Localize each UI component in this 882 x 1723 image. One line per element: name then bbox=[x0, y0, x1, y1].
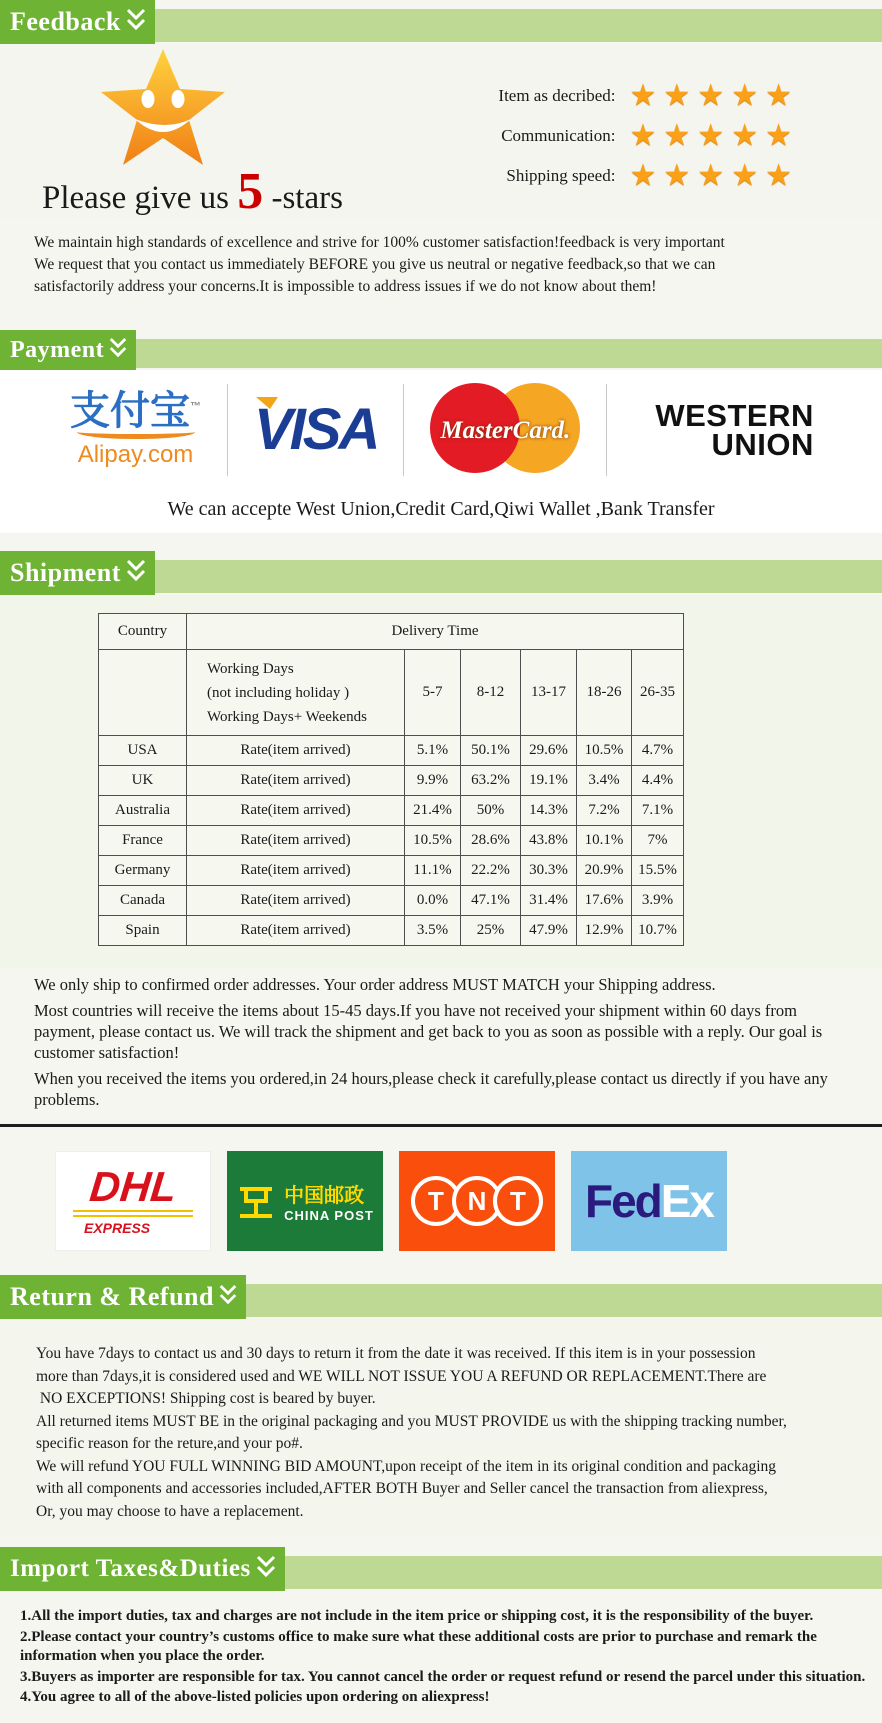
rate-label-cell: Rate(item arrived) bbox=[187, 766, 405, 796]
feedback-content bbox=[0, 44, 882, 218]
import-taxes-list bbox=[0, 1591, 882, 1708]
rate-value-cell: 3.5% bbox=[405, 916, 461, 946]
mastercard-wordmark: MasterCard. bbox=[440, 417, 571, 444]
rate-value-cell: 25% bbox=[461, 916, 521, 946]
double-chevron-down-icon bbox=[125, 8, 147, 41]
return-line: We will refund YOU FULL WINNING BID AMOUNT,upon receipt of the item in its original condition and packaging bbox=[36, 1457, 777, 1475]
rate-value-cell: 47.9% bbox=[521, 916, 577, 946]
star-icon: ★ bbox=[697, 78, 725, 112]
china-post-logo bbox=[227, 1151, 383, 1251]
import-item: 4.You agree to all of the above-listed policies upon ordering on aliexpress! bbox=[20, 1689, 490, 1705]
country-cell: France bbox=[99, 826, 187, 856]
rate-value-cell: 21.4% bbox=[405, 796, 461, 826]
time-range-cell: 26-35 bbox=[632, 650, 684, 736]
shipping-paragraph: When you received the items you ordered,in 24 hours,please check it carefully,please contact us directly if you have any problems. bbox=[34, 1069, 828, 1109]
double-chevron-down-icon bbox=[218, 1284, 238, 1315]
star-icon: ★ bbox=[765, 118, 792, 152]
return-line: You have 7days to contact us and 30 days to return it from the date it was received. If this item is in your possession bbox=[36, 1345, 756, 1362]
star-icon: ★ bbox=[629, 158, 657, 192]
star-icon: ★ bbox=[663, 158, 691, 192]
delivery-table-band bbox=[0, 595, 882, 968]
paragraph-line: We maintain high standards of excellence and strive for 100% customer satisfaction!feedback is very important bbox=[34, 234, 725, 251]
mastercard-logo bbox=[404, 382, 606, 478]
return-refund-header-label: Return & Refund bbox=[10, 1282, 214, 1311]
rate-label-cell: Rate(item arrived) bbox=[187, 736, 405, 766]
star-icon: ★ bbox=[697, 158, 725, 192]
feedback-header-banner bbox=[0, 0, 155, 44]
rating-row bbox=[406, 120, 792, 151]
country-row bbox=[99, 736, 684, 766]
table-subheader-row bbox=[99, 650, 684, 736]
return-refund-header-banner bbox=[0, 1275, 246, 1319]
rate-value-cell: 31.4% bbox=[521, 886, 577, 916]
rating-label: Shipping speed: bbox=[506, 165, 616, 185]
star-icon: ★ bbox=[731, 78, 759, 112]
delivery-table-body bbox=[99, 614, 684, 946]
import-taxes-section-header bbox=[0, 1547, 882, 1591]
double-chevron-down-icon bbox=[125, 559, 147, 592]
import-item: 3.Buyers as importer are responsible for tax. You cannot cancel the order or request refund or resend the parcel under this situation. bbox=[20, 1668, 866, 1685]
rate-value-cell: 7.1% bbox=[632, 796, 684, 826]
rate-value-cell: 3.4% bbox=[577, 766, 632, 796]
rate-value-cell: 12.9% bbox=[577, 916, 632, 946]
table-header-row bbox=[99, 614, 684, 650]
country-cell: USA bbox=[99, 736, 187, 766]
rating-rows bbox=[406, 44, 882, 218]
desc-line: Working Days+ Weekends bbox=[207, 708, 367, 725]
return-refund-paragraph bbox=[0, 1319, 882, 1537]
rate-value-cell: 3.9% bbox=[632, 886, 684, 916]
alipay-chinese-text: 支付宝 bbox=[70, 389, 190, 433]
country-cell: Canada bbox=[99, 886, 187, 916]
rating-stars bbox=[629, 158, 792, 192]
country-cell: UK bbox=[99, 766, 187, 796]
caption-number: 5 bbox=[237, 163, 264, 220]
double-chevron-down-icon bbox=[255, 1555, 277, 1588]
country-row bbox=[99, 916, 684, 946]
country-row bbox=[99, 886, 684, 916]
return-line: Or, you may choose to have a replacement. bbox=[36, 1502, 304, 1520]
empty-cell bbox=[99, 650, 187, 736]
rating-label: Item as decribed: bbox=[498, 85, 616, 105]
country-row bbox=[99, 766, 684, 796]
rate-label-cell: Rate(item arrived) bbox=[187, 916, 405, 946]
rate-value-cell: 17.6% bbox=[577, 886, 632, 916]
rate-label-cell: Rate(item arrived) bbox=[187, 796, 405, 826]
rating-stars bbox=[629, 78, 792, 112]
star-icon: ★ bbox=[629, 118, 657, 152]
rate-value-cell: 29.6% bbox=[521, 736, 577, 766]
payment-header-banner bbox=[0, 330, 136, 370]
rate-value-cell: 47.1% bbox=[461, 886, 521, 916]
double-chevron-down-icon bbox=[108, 337, 128, 368]
shipment-section-header bbox=[0, 551, 882, 595]
rate-label-cell: Rate(item arrived) bbox=[187, 826, 405, 856]
star-icon: ★ bbox=[765, 78, 792, 112]
country-header-cell: Country bbox=[99, 614, 187, 650]
china-post-chinese-text: 中国邮政 bbox=[284, 1185, 365, 1207]
star-icon: ★ bbox=[697, 118, 725, 152]
working-days-cell bbox=[187, 650, 405, 736]
rate-value-cell: 43.8% bbox=[521, 826, 577, 856]
rate-value-cell: 11.1% bbox=[405, 856, 461, 886]
rate-value-cell: 10.1% bbox=[577, 826, 632, 856]
rate-value-cell: 4.7% bbox=[632, 736, 684, 766]
shipment-header-label: Shipment bbox=[10, 558, 121, 587]
caption-suffix: -stars bbox=[271, 180, 343, 216]
rate-value-cell: 7.2% bbox=[577, 796, 632, 826]
china-post-english-text: CHINA POST bbox=[284, 1208, 374, 1223]
visa-flag-accent bbox=[256, 397, 278, 409]
star-icon: ★ bbox=[765, 158, 792, 192]
rate-value-cell: 50.1% bbox=[461, 736, 521, 766]
country-cell: Australia bbox=[99, 796, 187, 826]
alipay-logo bbox=[44, 382, 227, 478]
five-stars-caption bbox=[42, 163, 406, 220]
rating-label: Communication: bbox=[501, 125, 616, 145]
shipping-paragraph: Most countries will receive the items about 15-45 days.If you have not received your shipment within 60 days from payment, please contact us. We will track the shipment and get back to you as soon as possible with a reply. Our goal is customer satisfaction! bbox=[34, 1001, 823, 1062]
time-range-cell: 5-7 bbox=[405, 650, 461, 736]
caption-prefix: Please give us bbox=[42, 180, 229, 216]
country-row bbox=[99, 856, 684, 886]
time-range-cell: 18-26 bbox=[577, 650, 632, 736]
delivery-time-header-cell: Delivery Time bbox=[187, 614, 684, 650]
feedback-header-label: Feedback bbox=[10, 7, 121, 36]
section-divider-line bbox=[0, 1124, 882, 1127]
rate-value-cell: 28.6% bbox=[461, 826, 521, 856]
visa-logo: VISA bbox=[254, 397, 378, 462]
shipping-paragraph: We only ship to confirmed order addresses. Your order address MUST MATCH your Shipping address. bbox=[34, 975, 716, 994]
rate-value-cell: 22.2% bbox=[461, 856, 521, 886]
desc-line: (not including holiday ) bbox=[207, 684, 350, 701]
payment-logos-row bbox=[0, 370, 882, 490]
payment-section-header bbox=[0, 330, 882, 370]
rate-value-cell: 7% bbox=[632, 826, 684, 856]
rate-value-cell: 20.9% bbox=[577, 856, 632, 886]
shipping-paragraphs bbox=[0, 968, 882, 1110]
tnt-letter-circle: T bbox=[493, 1176, 543, 1226]
rate-value-cell: 10.5% bbox=[577, 736, 632, 766]
alipay-domain-text: Alipay.com bbox=[77, 441, 194, 468]
import-taxes-header-label: Import Taxes&Duties bbox=[10, 1555, 251, 1582]
rate-label-cell: Rate(item arrived) bbox=[187, 856, 405, 886]
dhl-logo bbox=[55, 1151, 211, 1251]
rate-value-cell: 14.3% bbox=[521, 796, 577, 826]
import-item: 2.Please contact your country’s customs office to make sure what these additional costs are prior to purchase and remark the information when you place the order. bbox=[20, 1628, 817, 1664]
star-icon: ★ bbox=[663, 78, 691, 112]
rate-value-cell: 4.4% bbox=[632, 766, 684, 796]
dhl-express-text: EXPRESS bbox=[84, 1220, 151, 1236]
rate-value-cell: 10.7% bbox=[632, 916, 684, 946]
feedback-paragraph bbox=[0, 218, 882, 304]
time-range-cell: 8-12 bbox=[461, 650, 521, 736]
rate-value-cell: 5.1% bbox=[405, 736, 461, 766]
alipay-tm-mark: ™ bbox=[190, 400, 201, 413]
rate-value-cell: 0.0% bbox=[405, 886, 461, 916]
star-icon: ★ bbox=[731, 158, 759, 192]
star-icon: ★ bbox=[663, 118, 691, 152]
paragraph-line: We request that you contact us immediately BEFORE you give us neutral or negative feedback,so that we can bbox=[34, 256, 716, 273]
rate-value-cell: 9.9% bbox=[405, 766, 461, 796]
paragraph-line: satisfactorily address your concerns.It is impossible to address issues if we do not know about them! bbox=[34, 278, 657, 295]
tnt-logo bbox=[399, 1151, 555, 1251]
desc-line: Working Days bbox=[207, 660, 294, 677]
courier-logos-row bbox=[55, 1151, 882, 1251]
rating-stars bbox=[629, 118, 792, 152]
return-line: more than 7days,it is considered used and WE WILL NOT ISSUE YOU A REFUND OR REPLACEMENT.There are bbox=[36, 1367, 767, 1385]
country-row bbox=[99, 796, 684, 826]
rate-value-cell: 19.1% bbox=[521, 766, 577, 796]
tnt-letter-circle: N bbox=[452, 1176, 502, 1226]
dhl-stripes bbox=[73, 1210, 193, 1220]
feedback-section-header bbox=[0, 0, 882, 44]
import-taxes-header-banner bbox=[0, 1547, 285, 1591]
rate-value-cell: 10.5% bbox=[405, 826, 461, 856]
payment-header-label: Payment bbox=[10, 336, 105, 363]
import-item: 1.All the import duties, tax and charges are not include in the item price or shipping cost, it is the responsibility of the buyer. bbox=[20, 1608, 814, 1624]
china-post-emblem-icon bbox=[236, 1181, 276, 1221]
rating-row bbox=[406, 160, 792, 191]
star-icon: ★ bbox=[629, 78, 657, 112]
rate-value-cell: 15.5% bbox=[632, 856, 684, 886]
return-line: with all components and accessories included,AFTER BOTH Buyer and Seller cancel the transaction from aliexpress, bbox=[36, 1480, 768, 1497]
smiley-star-icon bbox=[88, 47, 238, 174]
rate-value-cell: 30.3% bbox=[521, 856, 577, 886]
western-union-logo: WESTERN UNION bbox=[655, 397, 814, 462]
country-cell: Germany bbox=[99, 856, 187, 886]
accepted-payments-line: We can accepte West Union,Credit Card,Qiwi Wallet ,Bank Transfer bbox=[0, 490, 882, 533]
return-refund-section-header bbox=[0, 1275, 882, 1319]
delivery-time-table bbox=[98, 613, 684, 946]
star-icon: ★ bbox=[731, 118, 759, 152]
country-row bbox=[99, 826, 684, 856]
rate-value-cell: 63.2% bbox=[461, 766, 521, 796]
dhl-wordmark: DHL bbox=[87, 1163, 179, 1210]
rate-value-cell: 50% bbox=[461, 796, 521, 826]
return-line: specific reason for the reture,and your po#. bbox=[36, 1435, 303, 1452]
fedex-logo: FedEx bbox=[571, 1151, 727, 1251]
shipment-header-banner bbox=[0, 551, 155, 595]
return-line: All returned items MUST BE in the original packaging and you MUST PROVIDE us with the shipping tracking number, bbox=[36, 1412, 787, 1430]
country-cell: Spain bbox=[99, 916, 187, 946]
time-range-cell: 13-17 bbox=[521, 650, 577, 736]
rating-row bbox=[406, 80, 792, 111]
return-line: NO EXCEPTIONS! Shipping cost is beared by buyer. bbox=[36, 1390, 376, 1407]
tnt-letter-circle: T bbox=[411, 1176, 461, 1226]
rate-label-cell: Rate(item arrived) bbox=[187, 886, 405, 916]
